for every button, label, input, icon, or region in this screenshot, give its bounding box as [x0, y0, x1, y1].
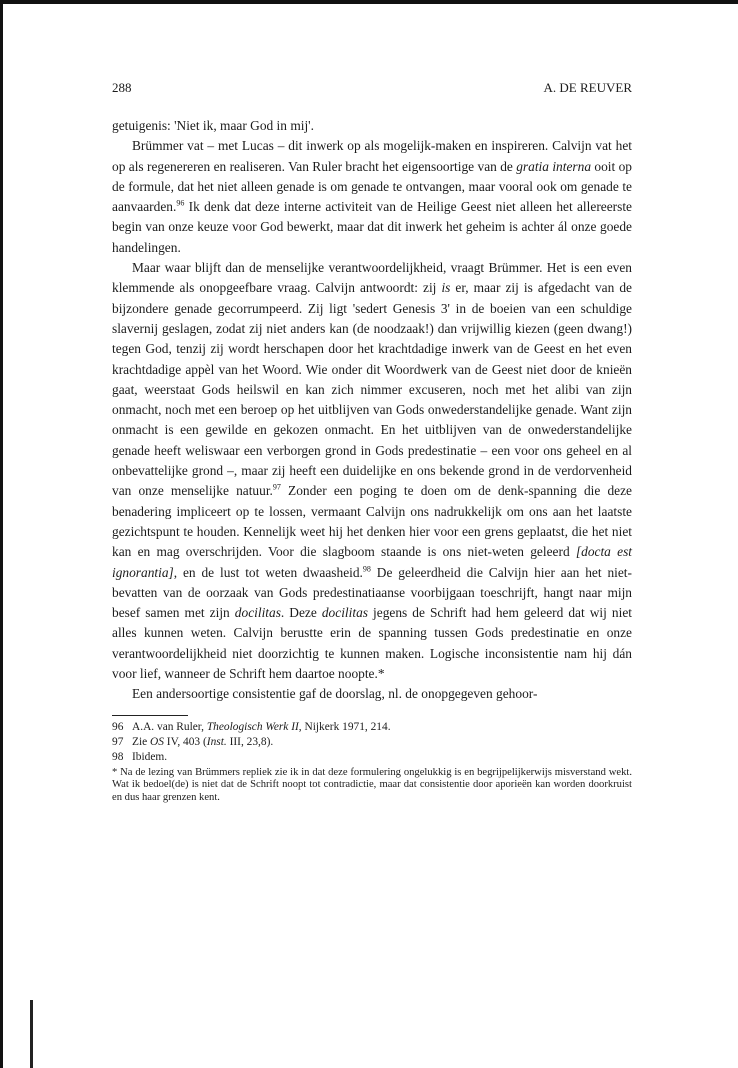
book-page — [112, 80, 632, 804]
text-run: , Nijkerk 1971, 214. — [298, 720, 391, 733]
page-number: 288 — [112, 80, 132, 95]
footnote — [112, 720, 632, 735]
italic-term: docilitas — [234, 605, 281, 621]
text-run: getuigenis: 'Niet ik, maar God in mij'. — [112, 118, 314, 133]
text-run: er, maar zij is afgedacht van de bijzondere genade gecorrumpeerd. Zij ligt 'sedert Genesis 3' in de boeien van een schuldige slavernij geslagen, zodat zij niet anders kan (de noodzaak!) dan vrijwillig kiezen (geen dwang!) tegen God, tenzij zij wordt herschapen door het krachtdadige inwerk van de Geest en het even krachtdadige appèl van het Woord. Wie onder dit Woordwerk van de Geest niet door de knieën gaat, weerstaat Gods heilswil en kan zich nimmer excuseren, noch met het alibi van zijn onmacht, noch met een beroep op het uitblijven van Gods onwederstandelijke genade. Want zijn onmacht is een gewilde en gekozen onmacht. En het uitblijven van de onwederstandelijke genade heeft weliswaar een verborgen grond in Gods predestinatie – een voor ons geheel en al onbevattelijke grond –, maar zij heeft een duidelijke en ons bekende grond in de verdorvenheid van onze menselijke natuur. — [112, 280, 632, 499]
text-run: jegens de Schrift had hem geleerd dat wij niet alles kunnen weten. Calvijn berustte erin de spanning tussen Gods predestinatie en onze verantwoordelijkheid niet doorzichtig te kunnen maken. Logische inconsistentie nam hij dán voor lief, wanneer de Schrift hem daartoe noopte.* — [112, 605, 632, 682]
text-run: A.A. van Ruler, — [132, 720, 207, 733]
text-run: Zonder een poging te doen om de denk-spanning die deze benadering impliceert op te lossen, vermaant Calvijn ons nadrukkelijk om ons aan het laatste gezichtspunt te houden. Kennelijk weet hij het denken hier voor een grens geplaatst, die het niet kan en mag overschrijden. Voor die slagboom staande is ons niet-weten geleerd — [112, 483, 632, 560]
paragraph — [112, 258, 632, 684]
italic-term: is — [441, 280, 451, 296]
author-star-note: * Na de lezing van Brümmers repliek zie ik in dat deze formulering ongelukkig is en begrijpelijkerwijs misverstand wekt. Wat ik bedoel(de) is niet dat de Schrift noopt tot contradictie, maar dat consistentie door aporieën kan worden doorkruist en dus haar grenzen kent. — [112, 766, 632, 803]
text-run: . Deze — [280, 605, 322, 621]
footnote-number: 98 — [112, 750, 124, 763]
text-run: Een andersoortige consistentie gaf de doorslag, nl. de onopgegeven gehoor- — [132, 686, 538, 702]
paragraph — [112, 136, 632, 258]
running-head: A. DE REUVER — [543, 80, 632, 95]
footnote — [112, 735, 632, 750]
italic-term: gratia interna — [516, 158, 592, 174]
text-run: , en de lust tot weten dwaasheid. — [173, 564, 363, 580]
text-run: Ibidem. — [132, 750, 168, 763]
italic-term: OS — [150, 735, 164, 748]
paragraph — [112, 116, 632, 136]
footnote-ref: 98 — [362, 564, 371, 574]
text-run: Brümmer vat – met Lucas – dit inwerk op als mogelijk-maken en inspireren. Calvijn vat het op als regenereren en realiseren. Van Ruler bracht het eigensoortige van de — [112, 138, 632, 174]
scan-artifact — [30, 1000, 33, 1068]
footnote-ref: 96 — [176, 198, 185, 208]
text-run: III, 23,8). — [226, 735, 274, 748]
footnote-rule — [112, 715, 188, 716]
italic-term: docilitas — [321, 605, 368, 621]
text-run: Ik denk dat deze interne activiteit van de Heilige Geest niet alleen het allereerste begin van onze keuze voor God bewerkt, maar dat dit inwerk het geheim is achter ál onze goede handelingen. — [112, 199, 632, 255]
body-text — [112, 116, 632, 705]
paragraph — [112, 684, 632, 704]
italic-term: Theologisch Werk II — [206, 720, 299, 733]
scan-border-top — [0, 0, 738, 4]
footnote — [112, 750, 632, 765]
text-run: IV, 403 ( — [163, 735, 207, 748]
page-header — [112, 80, 632, 98]
text-run: Zie — [132, 735, 151, 748]
italic-term: Inst. — [206, 735, 227, 748]
footnote-number: 96 — [112, 720, 124, 733]
text-run: ooit op de formule, dat het niet alleen genade is om genade te ontvangen, maar vooral ook om genade te aanvaarden. — [112, 158, 632, 215]
scan-border-left — [0, 0, 3, 1068]
text-run: De geleerdheid die Calvijn hier aan het niet-bevatten van de oorzaak van Gods predestinatiaanse voorbijgaan toeschrijft, hangt naar mijn besef samen met zijn — [112, 564, 632, 621]
italic-term: [docta est ignorantia] — [112, 544, 632, 580]
footnote-ref: 97 — [272, 482, 281, 492]
footnote-list — [112, 720, 632, 765]
footnotes — [112, 720, 632, 805]
text-run: Maar waar blijft dan de menselijke verantwoordelijkheid, vraagt Brümmer. Het is een even klemmende als onopgeefbare vraag. Calvijn antwoordt: zij — [112, 260, 632, 296]
footnote-number: 97 — [112, 735, 124, 748]
